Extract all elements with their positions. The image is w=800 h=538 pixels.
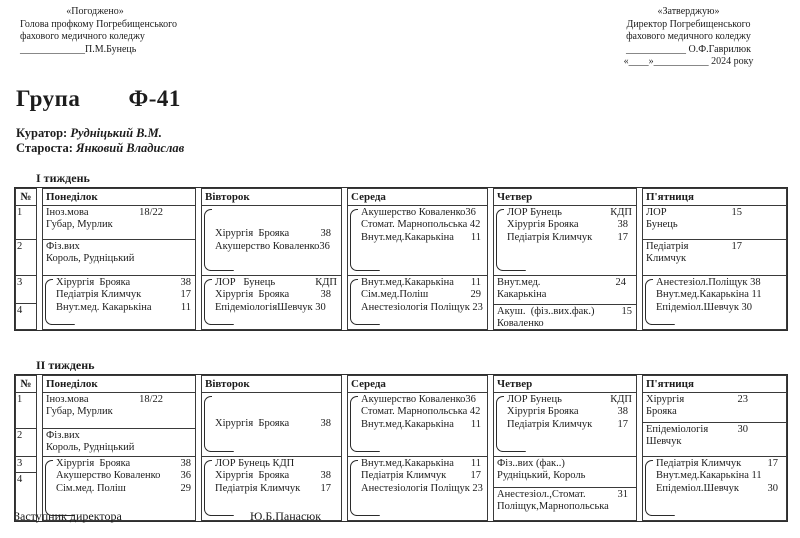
schedule-entry	[646, 241, 784, 254]
schedule-entry	[46, 442, 193, 455]
schedule-entry	[507, 219, 634, 232]
schedule-entry	[56, 302, 193, 315]
subject-text: Іноз.мова	[46, 393, 89, 405]
schedule-entry	[656, 277, 784, 290]
schedule-entry	[656, 470, 784, 483]
week1-cell-4-1	[493, 276, 637, 305]
week1-header-2: Вівторок	[201, 188, 342, 206]
brace-mark	[350, 396, 358, 452]
week1-column-5	[642, 188, 787, 330]
schedule-entry	[46, 253, 193, 266]
subject-text: Брояка	[646, 406, 677, 417]
schedule-entry	[361, 302, 485, 315]
subject-text: Рудніцький, Король	[497, 470, 586, 481]
schedule-entry	[497, 318, 634, 330]
subject-text: Внут.мед.Какарькіна	[361, 276, 454, 288]
week1-cell-0-1	[15, 240, 37, 276]
subject-text: Педіатрія	[646, 240, 689, 252]
deputy-director-name: Ю.Б.Панасюк	[250, 509, 322, 523]
week2-header-1: Понеділок	[42, 375, 196, 393]
room-number: 30	[737, 423, 748, 435]
week1-cell-0-2	[15, 276, 37, 304]
room-number: 17	[767, 457, 778, 469]
footer	[14, 509, 784, 524]
schedule-entry	[17, 474, 35, 487]
brace-mark	[45, 460, 53, 516]
week2-header-0: №	[15, 375, 37, 393]
week1-cell-5-0	[642, 206, 787, 240]
room-number: 17	[731, 240, 742, 252]
subject-text: Хірургія Брояка	[215, 470, 290, 481]
schedule-entry	[46, 241, 193, 254]
week1-column-0	[15, 188, 37, 330]
subject-text: Акуш. (фіз..вих.фак.)	[497, 305, 595, 317]
schedule-entry	[17, 394, 35, 407]
week1-cell-4-2	[493, 305, 637, 330]
agreed-line: фахового медичного коледжу	[20, 31, 145, 42]
agreed-block	[20, 6, 245, 69]
schedule-entry	[497, 489, 634, 502]
brace-mark	[204, 396, 212, 452]
week2-column-0	[15, 375, 37, 521]
week1-header-4: Четвер	[493, 188, 637, 206]
schedule-entry	[17, 305, 35, 318]
subject-text: ЛОР	[646, 206, 667, 218]
subject-text: 1	[17, 206, 23, 218]
subject-text: 2	[17, 240, 23, 252]
schedule-entry	[656, 483, 784, 496]
schedule-entry	[497, 277, 634, 290]
week2-header-5: П'ятниця	[642, 375, 787, 393]
brace-mark	[645, 460, 653, 516]
week2-cell-5-1	[642, 423, 787, 457]
room-number: 24	[615, 276, 626, 288]
week2-cell-0-2	[15, 457, 37, 473]
approved-signature: ____________ О.Ф.Гаврилюк	[626, 43, 751, 55]
subject-text: 1	[17, 393, 23, 405]
subject-text: Внут.мед.Какарькіна 11	[656, 470, 762, 481]
subject-text: Климчук	[646, 253, 687, 264]
schedule-entry	[361, 232, 485, 245]
week2-cell-5-0	[642, 393, 787, 423]
room-number: 23	[737, 393, 748, 405]
subject-text: Внут.мед. Какарькіна	[56, 301, 152, 313]
brace-mark	[645, 279, 653, 325]
room-number: 15	[731, 206, 742, 218]
schedule-entry	[507, 207, 634, 220]
schedule-entry	[646, 424, 784, 437]
deputy-director-label: Заступник директора	[14, 509, 122, 523]
schedule-entry	[497, 306, 634, 319]
room-number: 17	[617, 418, 628, 430]
subject-text: 4	[17, 473, 23, 485]
week2-header-4: Четвер	[493, 375, 637, 393]
schedule-entry	[215, 289, 339, 302]
brace-mark	[204, 460, 212, 516]
room-number: 38	[617, 219, 628, 230]
subject-text: ЛОР Бунець КДП	[215, 457, 295, 469]
subject-text: Хірургія Брояка	[507, 406, 579, 417]
week2-cell-3-0	[347, 393, 488, 457]
starosta-name: Янковий Владислав	[76, 140, 185, 155]
week1-cell-0-3	[15, 304, 37, 330]
subject-text: Внут.мед.	[497, 276, 541, 288]
room-number: КДП	[610, 393, 632, 405]
week1-column-4	[493, 188, 637, 330]
room-number: 38	[320, 228, 331, 239]
schedule-entry	[646, 219, 784, 232]
week2-schedule-table	[14, 374, 788, 522]
schedule-entry	[17, 207, 35, 220]
agreed-signature: _____________П.М.Бунець	[20, 43, 137, 55]
schedule-entry	[56, 458, 193, 471]
group-value: Ф-41	[128, 85, 181, 111]
subject-text: ЛОР Бунець	[507, 206, 562, 218]
schedule-entry	[361, 483, 485, 496]
agreed-line: Голова профкому Погребищенського	[20, 18, 178, 30]
brace-mark	[496, 209, 504, 271]
room-number: 11	[180, 301, 191, 313]
schedule-entry	[646, 253, 784, 266]
signoff-header	[14, 6, 788, 69]
room-number: 31	[617, 488, 628, 500]
subject-text: Анестезіол.,Стомат.	[497, 488, 586, 500]
schedule-entry	[17, 277, 35, 290]
starosta-label: Староста:	[16, 140, 73, 155]
week2-column-1	[42, 375, 196, 521]
schedule-entry	[497, 470, 634, 483]
schedule-entry	[646, 394, 784, 407]
week2-header-3: Середа	[347, 375, 488, 393]
subject-text: Фіз.вих	[46, 429, 80, 441]
schedule-entry	[497, 289, 634, 302]
approved-title: «Затверджую»	[657, 6, 720, 17]
schedule-entry	[507, 406, 634, 419]
room-number: 38	[320, 289, 331, 300]
curator-label: Куратор:	[16, 125, 68, 140]
week1-cell-2-1	[201, 276, 342, 330]
room-number: 38	[320, 470, 331, 481]
room-number: 17	[320, 482, 331, 494]
subject-text: Бунець	[646, 219, 678, 230]
subject-text: Шевчук	[646, 436, 682, 447]
schedule-entry	[507, 232, 634, 245]
approved-date-line: «____»___________ 2024 року	[623, 56, 754, 67]
approved-block	[591, 6, 786, 69]
starosta-line	[16, 141, 788, 156]
week1-header-0: №	[15, 188, 37, 206]
room-number: 18/22	[139, 393, 163, 405]
schedule-entry	[361, 277, 485, 290]
week1-cell-5-1	[642, 240, 787, 276]
subject-text: Акушерство Коваленко	[56, 470, 161, 481]
schedule-entry	[361, 207, 485, 220]
schedule-entry	[46, 207, 193, 220]
week2-cell-0-0	[15, 393, 37, 429]
week1-label: І тиждень	[36, 170, 90, 185]
week2-cell-1-1	[42, 429, 196, 457]
subject-text: ЛОР Бунець	[215, 276, 276, 288]
subject-text: Педіатрія Климчук	[656, 457, 742, 469]
subject-text: 2	[17, 429, 23, 441]
room-number: 38	[617, 406, 628, 417]
week1-cell-0-0	[15, 206, 37, 240]
week1-column-3	[347, 188, 488, 330]
schedule-entry	[361, 470, 485, 483]
schedule-entry	[646, 406, 784, 419]
room-number: 11	[470, 231, 481, 243]
room-number: 17	[470, 470, 481, 481]
brace-mark	[350, 460, 358, 516]
week1-column-1	[42, 188, 196, 330]
week2-cell-4-0	[493, 393, 637, 457]
week2-header-2: Вівторок	[201, 375, 342, 393]
week1-header-3: Середа	[347, 188, 488, 206]
subject-text: Стомат. Марнопольська 42	[361, 406, 481, 417]
schedule-entry	[646, 436, 784, 449]
week1-cell-3-1	[347, 276, 488, 330]
room-number: 38	[320, 418, 331, 430]
room-number: КДП	[315, 276, 337, 288]
schedule-entry	[46, 394, 193, 407]
week1-cell-2-0	[201, 206, 342, 276]
subject-text: Хірургія Брояка	[56, 276, 131, 288]
schedule-entry	[361, 406, 485, 419]
room-number: 38	[180, 276, 191, 288]
schedule-entry	[361, 289, 485, 302]
schedule-entry	[646, 207, 784, 220]
room-number: 11	[470, 276, 481, 288]
approved-line: фахового медичного коледжу	[626, 31, 751, 42]
week1-header-1: Понеділок	[42, 188, 196, 206]
subject-text: Епідеміологія	[646, 423, 709, 435]
subject-text: Епідеміол.Шевчук 30	[656, 301, 753, 313]
room-number: 30	[767, 482, 778, 494]
schedule-entry	[361, 419, 485, 432]
schedule-entry	[56, 470, 193, 483]
schedule-entry	[56, 483, 193, 496]
schedule-entry	[215, 458, 339, 471]
schedule-entry	[215, 418, 339, 431]
schedule-entry	[361, 458, 485, 471]
subject-text: Хірургія	[646, 393, 685, 405]
week2-cell-1-0	[42, 393, 196, 429]
room-number: 38	[180, 457, 191, 469]
schedule-entry	[17, 430, 35, 443]
subject-text: Губар, Мурлик	[46, 219, 113, 230]
week1-cell-1-2	[42, 276, 196, 330]
subject-text: Внут.мед.Какарькіна	[361, 457, 454, 469]
subject-text: ЛОР Бунець	[507, 393, 562, 405]
schedule-entry	[46, 430, 193, 443]
week2-label: ІІ тиждень	[36, 357, 95, 372]
brace-mark	[45, 279, 53, 325]
schedule-entry	[215, 228, 339, 241]
group-label: Група	[16, 85, 81, 111]
subject-text: 3	[17, 457, 23, 469]
week2-column-3	[347, 375, 488, 521]
subject-text: Іноз.мова	[46, 206, 89, 218]
subject-text: Анестезіологія Поліщук 23	[361, 301, 483, 313]
agreed-title: «Погоджено»	[66, 6, 124, 17]
schedule-entry	[215, 302, 339, 315]
schedule-entry	[656, 302, 784, 315]
subject-text: Хірургія Брояка	[215, 289, 290, 300]
week2-column-4	[493, 375, 637, 521]
subject-text: Губар, Мурлик	[46, 406, 113, 417]
subject-text: Сім.мед.Поліш	[361, 289, 429, 300]
room-number: КДП	[610, 206, 632, 218]
page-title	[16, 86, 788, 112]
week2-cell-2-0	[201, 393, 342, 457]
subject-text: Поліщук,Марнопольська	[497, 501, 609, 512]
subject-text: Внут.мед.Какарькіна	[361, 418, 454, 430]
subject-text: Коваленко	[497, 318, 544, 329]
schedule-entry	[497, 458, 634, 471]
subject-text: ЕпідеміологіяШевчук 30	[215, 301, 326, 313]
subject-text: Фіз.вих	[46, 240, 80, 252]
room-number: 17	[617, 231, 628, 243]
schedule-entry	[56, 289, 193, 302]
schedule-entry	[17, 241, 35, 254]
subject-text: Педіатрія Климчук	[56, 289, 142, 300]
subject-text: Король, Рудніцький	[46, 253, 135, 264]
week1-schedule-table	[14, 187, 788, 331]
curator-name: Рудніцький В.М.	[70, 125, 162, 140]
week1-cell-1-0	[42, 206, 196, 240]
schedule-entry	[656, 458, 784, 471]
week1-cell-3-0	[347, 206, 488, 276]
room-number: 36	[180, 470, 191, 481]
subject-text: 3	[17, 276, 23, 288]
subject-text: Хірургія Брояка	[215, 418, 290, 430]
subject-text: Фіз..вих (фак..)	[497, 457, 565, 469]
brace-mark	[350, 209, 358, 271]
schedule-entry	[361, 219, 485, 232]
subject-text: Анестезіологія Поліщук 23	[361, 482, 483, 494]
group-info	[16, 126, 788, 156]
brace-mark	[204, 209, 212, 271]
schedule-entry	[215, 277, 339, 290]
room-number: 11	[470, 418, 481, 430]
room-number: 15	[621, 305, 632, 317]
subject-text: Акушерство Коваленко36	[361, 393, 476, 405]
week1-cell-1-1	[42, 240, 196, 276]
subject-text: Хірургія Брояка	[215, 228, 290, 239]
schedule-entry	[215, 241, 339, 254]
schedule-entry	[656, 289, 784, 302]
subject-text: Епідеміол.Шевчук	[656, 482, 739, 494]
subject-text: Сім.мед. Поліш	[56, 482, 126, 494]
room-number: 29	[180, 482, 191, 494]
schedule-entry	[46, 219, 193, 232]
brace-mark	[496, 396, 504, 452]
week2-cell-4-1	[493, 457, 637, 488]
subject-text: Внут.мед.Какарькіна	[361, 231, 454, 243]
week1-cell-5-2	[642, 276, 787, 330]
subject-text: Хірургія Брояка	[56, 457, 131, 469]
room-number: 17	[180, 289, 191, 300]
schedule-entry	[56, 277, 193, 290]
room-number: 18/22	[139, 206, 163, 218]
week2-column-5	[642, 375, 787, 521]
week2-cell-0-1	[15, 429, 37, 457]
schedule-entry	[507, 419, 634, 432]
room-number: 11	[470, 457, 481, 469]
schedule-entry	[361, 394, 485, 407]
schedule-entry	[507, 394, 634, 407]
brace-mark	[350, 279, 358, 325]
subject-text: Акушерство Коваленко36	[215, 240, 330, 252]
approved-line: Директор Погребищенського	[626, 18, 751, 30]
subject-text: Хірургія Брояка	[507, 219, 579, 230]
subject-text: 4	[17, 304, 23, 316]
schedule-entry	[17, 458, 35, 471]
subject-text: Анестезіол.Поліщук 38	[656, 276, 761, 288]
week2-column-2	[201, 375, 342, 521]
subject-text: Стомат. Марнопольська 42	[361, 219, 481, 230]
schedule-entry	[215, 483, 339, 496]
week1-header-5: П'ятниця	[642, 188, 787, 206]
schedule-entry	[215, 470, 339, 483]
subject-text: Педіатрія Климчук	[507, 231, 593, 243]
room-number: 29	[470, 289, 481, 300]
schedule-entry	[46, 406, 193, 419]
subject-text: Внут.мед.Какарькіна 11	[656, 289, 762, 300]
curator-line	[16, 126, 788, 141]
subject-text: Педіатрія Климчук	[215, 482, 301, 494]
subject-text: Какарькіна	[497, 289, 547, 300]
week1-column-2	[201, 188, 342, 330]
subject-text: Король, Рудніцький	[46, 442, 135, 453]
brace-mark	[204, 279, 212, 325]
subject-text: Педіатрія Климчук	[507, 418, 593, 430]
subject-text: Педіатрія Климчук	[361, 470, 447, 481]
subject-text: Акушерство Коваленко36	[361, 206, 476, 218]
week1-cell-4-0	[493, 206, 637, 276]
